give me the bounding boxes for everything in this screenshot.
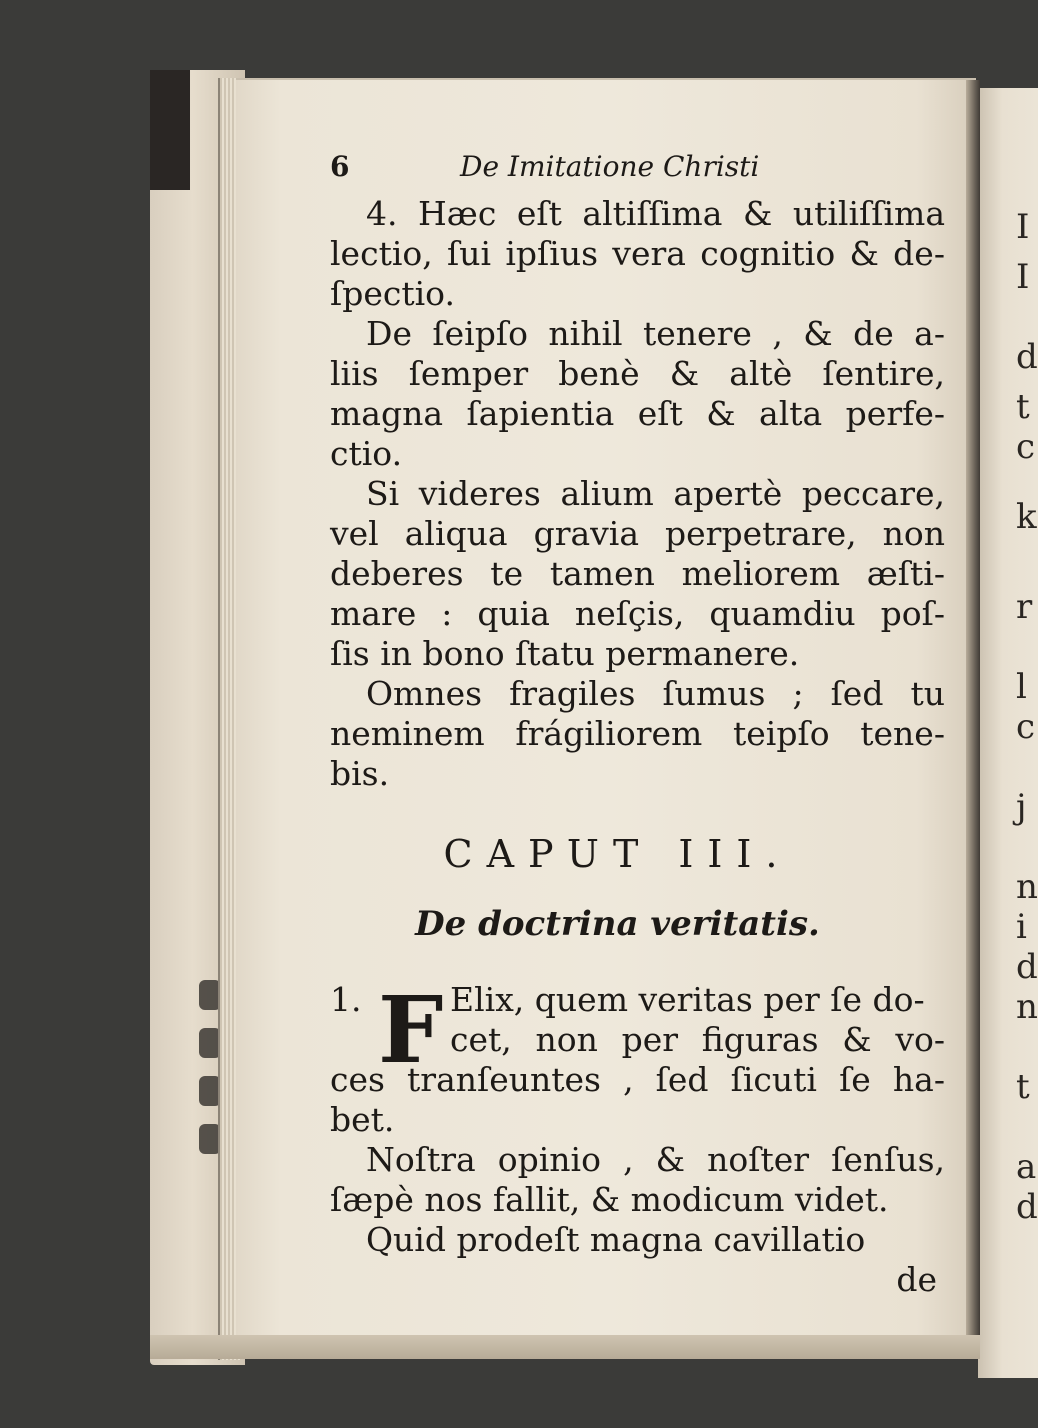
text-line: ſæpè nos fallit, & modicum videt. — [330, 1180, 889, 1219]
chapter-heading: CAPUT III. — [443, 832, 792, 876]
text-line: Noſtra opinio , & noſter ſenſus, — [366, 1140, 945, 1179]
text-line: magna ſapientia eſt & alta perfe- — [330, 394, 945, 433]
text-line: Quid prodeſt magna cavillatio — [366, 1220, 866, 1259]
text-line: Si videres alium apertè peccare, — [366, 474, 945, 513]
book-gutter — [966, 80, 980, 1350]
page-number: 6 — [330, 150, 350, 183]
text-line: bis. — [330, 754, 390, 793]
facing-page-letter: I — [1016, 207, 1030, 247]
page-text — [330, 150, 945, 1300]
facing-page-letter: d — [1016, 947, 1038, 987]
text-line: Elix, quem veritas per ſe do- — [450, 980, 925, 1019]
facing-page-letter: j — [1016, 787, 1027, 827]
text-line: De ſeipſo nihil tenere , & de a- — [366, 314, 945, 353]
facing-page-letter: t — [1016, 387, 1030, 427]
text-line: ces tranſeuntes , ſed ſicuti ſe ha- — [330, 1060, 945, 1099]
text-line: bet. — [330, 1100, 395, 1139]
facing-page-letter: l — [1016, 667, 1027, 707]
facing-page-letter: n — [1016, 987, 1038, 1027]
paragraphs-before — [330, 194, 945, 794]
catchword: de — [896, 1260, 937, 1299]
facing-page-letter: c — [1016, 427, 1036, 467]
text-line: neminem frágiliorem teipſo tene- — [330, 714, 945, 753]
running-title: De Imitatione Christi — [460, 150, 760, 183]
drop-cap: F — [378, 976, 444, 1084]
facing-page-letter: n — [1016, 867, 1038, 907]
cover-corner — [150, 70, 190, 190]
paragraph-number: 1. — [330, 980, 362, 1019]
facing-page-letter: I — [1016, 257, 1030, 297]
facing-page-letter: a — [1016, 1147, 1037, 1187]
first-paragraph — [330, 976, 945, 1140]
facing-page-letter: t — [1016, 1067, 1030, 1107]
facing-page-letter: d — [1016, 337, 1038, 377]
text-line: lectio, ſui ipſius vera cognitio & de- — [330, 234, 945, 273]
facing-page-letter: c — [1016, 707, 1036, 747]
text-line: liis ſemper benè & altè ſentire, — [330, 354, 945, 393]
chapter-title: De doctrina veritatis. — [415, 904, 820, 944]
text-line: 4. Hæc eſt altiſſima & utiliſſima — [366, 194, 945, 233]
facing-page-letter: d — [1016, 1187, 1038, 1227]
paragraphs-after — [330, 1140, 945, 1260]
text-line: Omnes fragiles ſumus ; ſed tu — [366, 674, 945, 713]
text-line: ſpectio. — [330, 274, 455, 313]
text-line: ctio. — [330, 434, 403, 473]
text-line: ſis in bono ſtatu permanere. — [330, 634, 800, 673]
running-head — [330, 150, 945, 194]
text-line: cet, non per figuras & vo- — [450, 1020, 945, 1059]
text-line: vel aliqua gravia perpetrare, non — [330, 514, 945, 553]
facing-page-letter: k — [1016, 497, 1037, 537]
facing-page-letter: i — [1016, 907, 1027, 947]
book-bottom-edge — [150, 1335, 980, 1359]
text-line: deberes te tamen meliorem æſti- — [330, 554, 945, 593]
text-line: mare : quia neſçis, quamdiu poſ- — [330, 594, 945, 633]
facing-page-letter: r — [1016, 587, 1033, 627]
